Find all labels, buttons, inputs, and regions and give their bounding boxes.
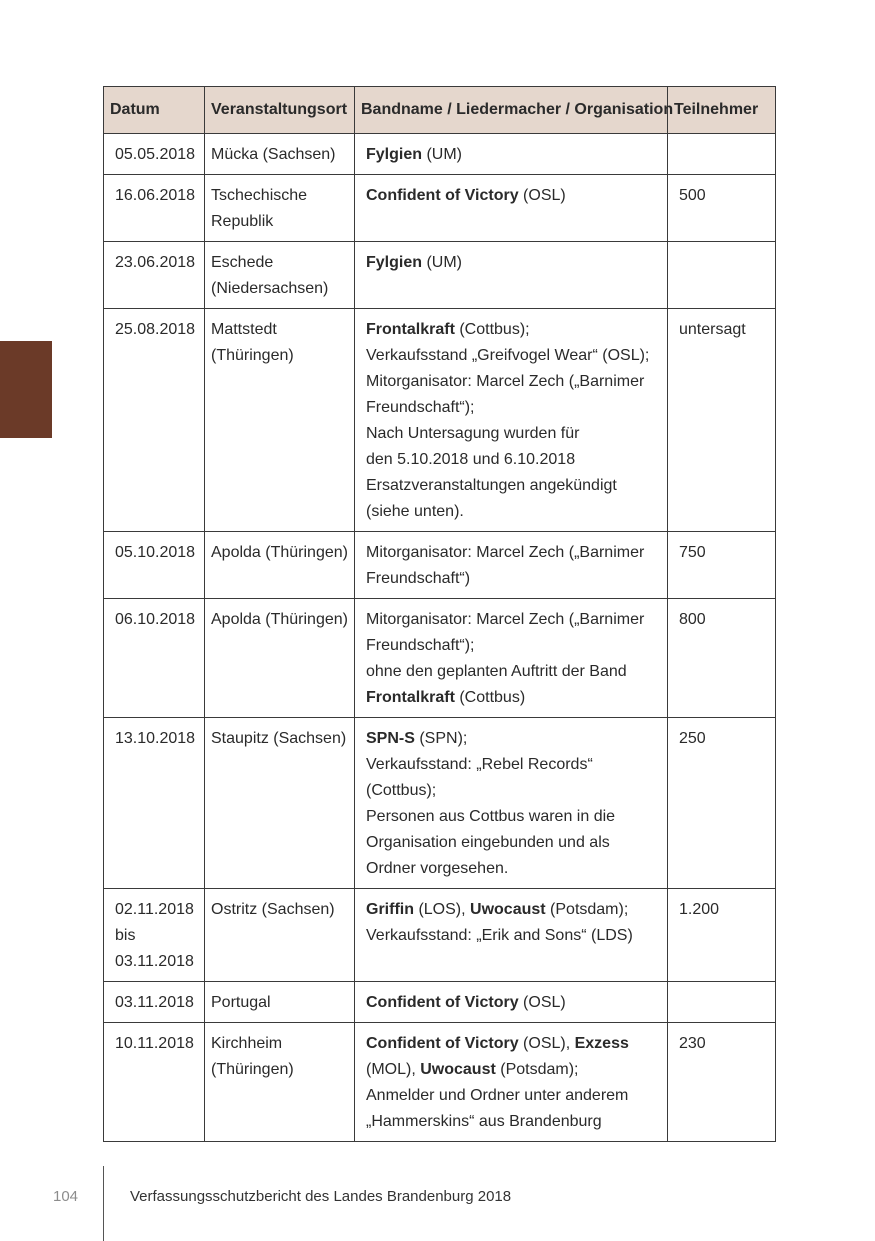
cell-veranstaltungsort: Apolda (Thüringen)	[205, 532, 355, 599]
cell-datum	[104, 175, 205, 242]
band-text: den 5.10.2018 und 6.10.2018	[366, 451, 576, 468]
header-veranstaltungsort: Veranstaltungsort	[205, 87, 355, 134]
cell-veranstaltungsort: Portugal	[205, 982, 355, 1023]
cell-datum	[104, 889, 205, 982]
header-datum: Datum	[104, 87, 205, 134]
cell-bandname	[355, 1023, 668, 1142]
band-text: Mitorganisator: Marcel Zech („Barnimer Freundschaft“);	[366, 373, 645, 416]
footer-divider	[103, 1166, 104, 1241]
cell-teilnehmer: 800	[668, 599, 776, 718]
band-text: (OSL)	[518, 187, 566, 204]
cell-bandname	[355, 718, 668, 889]
band-line	[366, 369, 661, 421]
band-text: (UM)	[422, 254, 462, 271]
band-text: (MOL),	[366, 1061, 421, 1078]
band-name-bold: Uwocaust	[470, 901, 546, 918]
band-line	[366, 607, 661, 659]
band-line	[366, 317, 661, 343]
date-text: 03.11.2018	[115, 994, 194, 1011]
band-name-bold: Confident of Victory	[366, 994, 519, 1011]
table-header-row	[104, 87, 776, 134]
band-name-bold: Confident of Victory	[366, 187, 519, 204]
band-line	[366, 1083, 661, 1135]
band-line	[366, 804, 661, 882]
section-marker-tab	[0, 341, 52, 438]
cell-veranstaltungsort: Ostritz (Sachsen)	[205, 889, 355, 982]
band-line	[366, 183, 661, 209]
cell-veranstaltungsort: Tschechische Republik	[205, 175, 355, 242]
cell-teilnehmer	[668, 242, 776, 309]
cell-teilnehmer	[668, 134, 776, 175]
cell-veranstaltungsort: Eschede (Niedersachsen)	[205, 242, 355, 309]
band-name-bold: Uwocaust	[420, 1061, 496, 1078]
cell-bandname	[355, 982, 668, 1023]
cell-veranstaltungsort: Mücka (Sachsen)	[205, 134, 355, 175]
cell-bandname	[355, 134, 668, 175]
cell-veranstaltungsort: Staupitz (Sachsen)	[205, 718, 355, 889]
cell-bandname	[355, 889, 668, 982]
table-body	[104, 134, 776, 1142]
date-text: 02.11.2018	[115, 901, 194, 918]
table-row	[104, 1023, 776, 1142]
band-text: (UM)	[422, 146, 462, 163]
band-name-bold: Frontalkraft	[366, 321, 455, 338]
cell-teilnehmer: 230	[668, 1023, 776, 1142]
cell-bandname	[355, 532, 668, 599]
band-name-bold: Griffin	[366, 901, 414, 918]
band-name-bold: Confident of Victory	[366, 1035, 519, 1052]
band-text: Verkaufsstand: „Erik and Sons“ (LDS)	[366, 927, 633, 944]
date-text: 03.11.2018	[115, 953, 194, 970]
date-text: 10.11.2018	[115, 1035, 194, 1052]
band-text: Ersatzveranstaltungen angekündigt (siehe unten).	[366, 477, 617, 520]
band-line	[366, 685, 661, 711]
band-line	[366, 447, 661, 473]
date-text: 05.05.2018	[115, 146, 196, 163]
band-line	[366, 990, 661, 1016]
cell-teilnehmer	[668, 982, 776, 1023]
cell-bandname	[355, 309, 668, 532]
band-text: (Potsdam);	[495, 1061, 579, 1078]
date-text: 25.08.2018	[115, 321, 196, 338]
date-text: 06.10.2018	[115, 611, 196, 628]
band-line	[366, 343, 661, 369]
cell-bandname	[355, 242, 668, 309]
band-text: (OSL),	[518, 1035, 575, 1052]
date-text: 23.06.2018	[115, 254, 196, 271]
cell-datum	[104, 134, 205, 175]
table-row	[104, 242, 776, 309]
band-name-bold: Fylgien	[366, 146, 423, 163]
table-row	[104, 599, 776, 718]
cell-datum	[104, 532, 205, 599]
table-row	[104, 175, 776, 242]
band-line	[366, 473, 661, 525]
date-text: bis	[115, 927, 136, 944]
table-row	[104, 134, 776, 175]
band-text: Nach Untersagung wurden für	[366, 425, 580, 442]
cell-datum	[104, 1023, 205, 1142]
band-line	[366, 250, 661, 276]
band-line	[366, 421, 661, 447]
cell-datum	[104, 599, 205, 718]
cell-teilnehmer: untersagt	[668, 309, 776, 532]
cell-veranstaltungsort: Apolda (Thüringen)	[205, 599, 355, 718]
table-row	[104, 889, 776, 982]
band-name-bold: Frontalkraft	[366, 689, 455, 706]
page-number: 104	[53, 1188, 79, 1205]
band-text: (LOS),	[414, 901, 471, 918]
cell-bandname	[355, 599, 668, 718]
band-line	[366, 540, 661, 592]
table-row	[104, 718, 776, 889]
header-bandname: Bandname / Liedermacher / Organisation	[355, 87, 668, 134]
band-text: (OSL)	[518, 994, 566, 1011]
header-teilnehmer: Teilnehmer	[668, 87, 776, 134]
cell-datum	[104, 982, 205, 1023]
band-text: (Cottbus);	[454, 321, 530, 338]
cell-datum	[104, 242, 205, 309]
cell-teilnehmer: 750	[668, 532, 776, 599]
band-line	[366, 726, 661, 752]
band-text: (SPN);	[414, 730, 468, 747]
cell-veranstaltungsort: Kirchheim (Thüringen)	[205, 1023, 355, 1142]
band-line	[366, 923, 661, 949]
cell-teilnehmer: 1.200	[668, 889, 776, 982]
band-text: Mitorganisator: Marcel Zech („Barnimer Freundschaft“)	[366, 544, 645, 587]
band-text: (Potsdam);	[545, 901, 629, 918]
band-text: ohne den geplanten Auftritt der Band	[366, 663, 627, 680]
band-text: Verkaufsstand „Greifvogel Wear“ (OSL);	[366, 347, 650, 364]
band-line	[366, 142, 661, 168]
band-line	[366, 1031, 661, 1083]
band-text: Verkaufsstand: „Rebel Records“ (Cottbus);	[366, 756, 593, 799]
band-line	[366, 897, 661, 923]
band-name-bold: SPN-S	[366, 730, 415, 747]
cell-veranstaltungsort: Mattstedt (Thüringen)	[205, 309, 355, 532]
band-name-bold: Fylgien	[366, 254, 423, 271]
events-table	[103, 86, 776, 1142]
band-name-bold: Exzess	[574, 1035, 629, 1052]
band-line	[366, 659, 661, 685]
date-text: 16.06.2018	[115, 187, 196, 204]
band-text: (Cottbus)	[454, 689, 526, 706]
band-text: Anmelder und Ordner unter anderem „Hammerskins“ aus Brandenburg	[366, 1087, 629, 1130]
footer-title: Verfassungsschutzbericht des Landes Brandenburg 2018	[130, 1188, 512, 1205]
band-text: Personen aus Cottbus waren in die Organisation eingebunden und als Ordner vorgesehen.	[366, 808, 616, 877]
date-text: 13.10.2018	[115, 730, 196, 747]
band-line	[366, 752, 661, 804]
table-row	[104, 982, 776, 1023]
table-row	[104, 532, 776, 599]
date-text: 05.10.2018	[115, 544, 196, 561]
cell-teilnehmer: 500	[668, 175, 776, 242]
cell-datum	[104, 309, 205, 532]
cell-teilnehmer: 250	[668, 718, 776, 889]
table-row	[104, 309, 776, 532]
band-text: Mitorganisator: Marcel Zech („Barnimer Freundschaft“);	[366, 611, 645, 654]
cell-datum	[104, 718, 205, 889]
cell-bandname	[355, 175, 668, 242]
